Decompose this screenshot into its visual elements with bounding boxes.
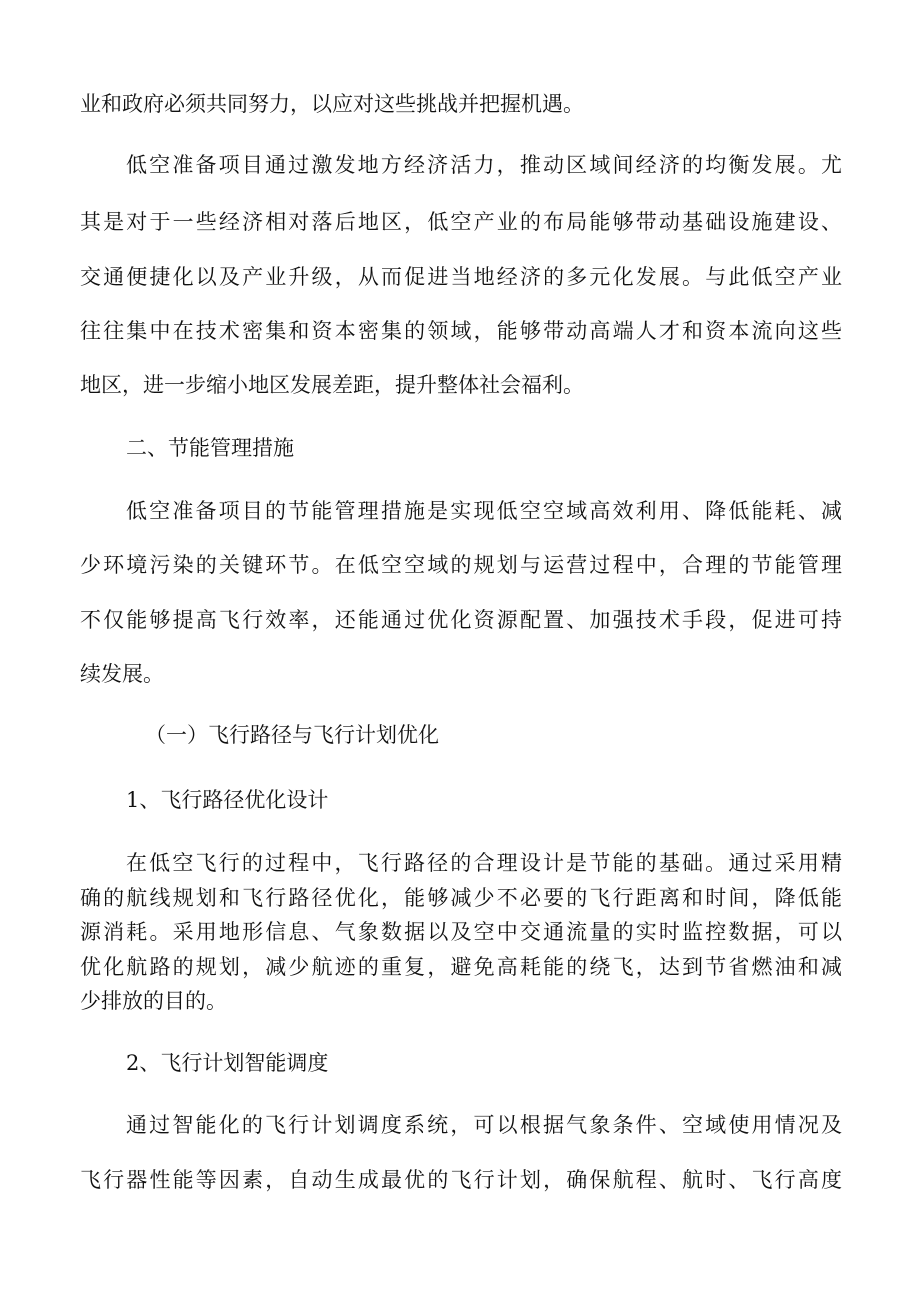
section-heading: 二、节能管理措施: [126, 436, 294, 460]
paragraph-line: 源消耗。采用地形信息、气象数据以及空中交通流量的实时监控数据，可以: [80, 920, 842, 944]
paragraph-line: 飞行器性能等因素，自动生成最优的飞行计划，确保航程、航时、飞行高度: [80, 1168, 842, 1192]
paragraph-line: 少环境污染的关键环节。在低空空域的规划与运营过程中，合理的节能管理: [80, 553, 842, 577]
paragraph-line: 低空准备项目的节能管理措施是实现低空空域高效利用、降低能耗、减: [126, 499, 842, 523]
item-heading: 2、飞行计划智能调度: [126, 1051, 329, 1075]
paragraph-line: 低空准备项目通过激发地方经济活力，推动区域间经济的均衡发展。尤: [126, 153, 842, 177]
paragraph-line: 交通便捷化以及产业升级，从而促进当地经济的多元化发展。与此低空产业: [80, 265, 842, 289]
paragraph-line: 不仅能够提高飞行效率，还能通过优化资源配置、加强技术手段，促进可持: [80, 608, 842, 632]
paragraph-line: 地区，进一步缩小地区发展差距，提升整体社会福利。: [80, 373, 584, 397]
paragraph-line: 少排放的目的。: [80, 989, 227, 1013]
paragraph-line: 业和政府必须共同努力，以应对这些挑战并把握机遇。: [80, 92, 584, 116]
paragraph-line: 在低空飞行的过程中，飞行路径的合理设计是节能的基础。通过采用精: [126, 851, 842, 875]
paragraph-line: 往往集中在技术密集和资本密集的领域，能够带动高端人才和资本流向这些: [80, 319, 842, 343]
paragraph-line: 续发展。: [80, 662, 164, 686]
item-heading: 1、飞行路径优化设计: [126, 788, 329, 812]
paragraph-line: 优化航路的规划，减少航迹的重复，避免高耗能的绕飞，达到节省燃油和减: [80, 955, 842, 979]
paragraph-line: 通过智能化的飞行计划调度系统，可以根据气象条件、空域使用情况及: [126, 1113, 842, 1137]
paragraph-line: 其是对于一些经济相对落后地区，低空产业的布局能够带动基础设施建设、: [80, 210, 842, 234]
subsection-heading: （一）飞行路径与飞行计划优化: [145, 723, 439, 747]
paragraph-line: 确的航线规划和飞行路径优化，能够减少不必要的飞行距离和时间，降低能: [80, 886, 842, 910]
